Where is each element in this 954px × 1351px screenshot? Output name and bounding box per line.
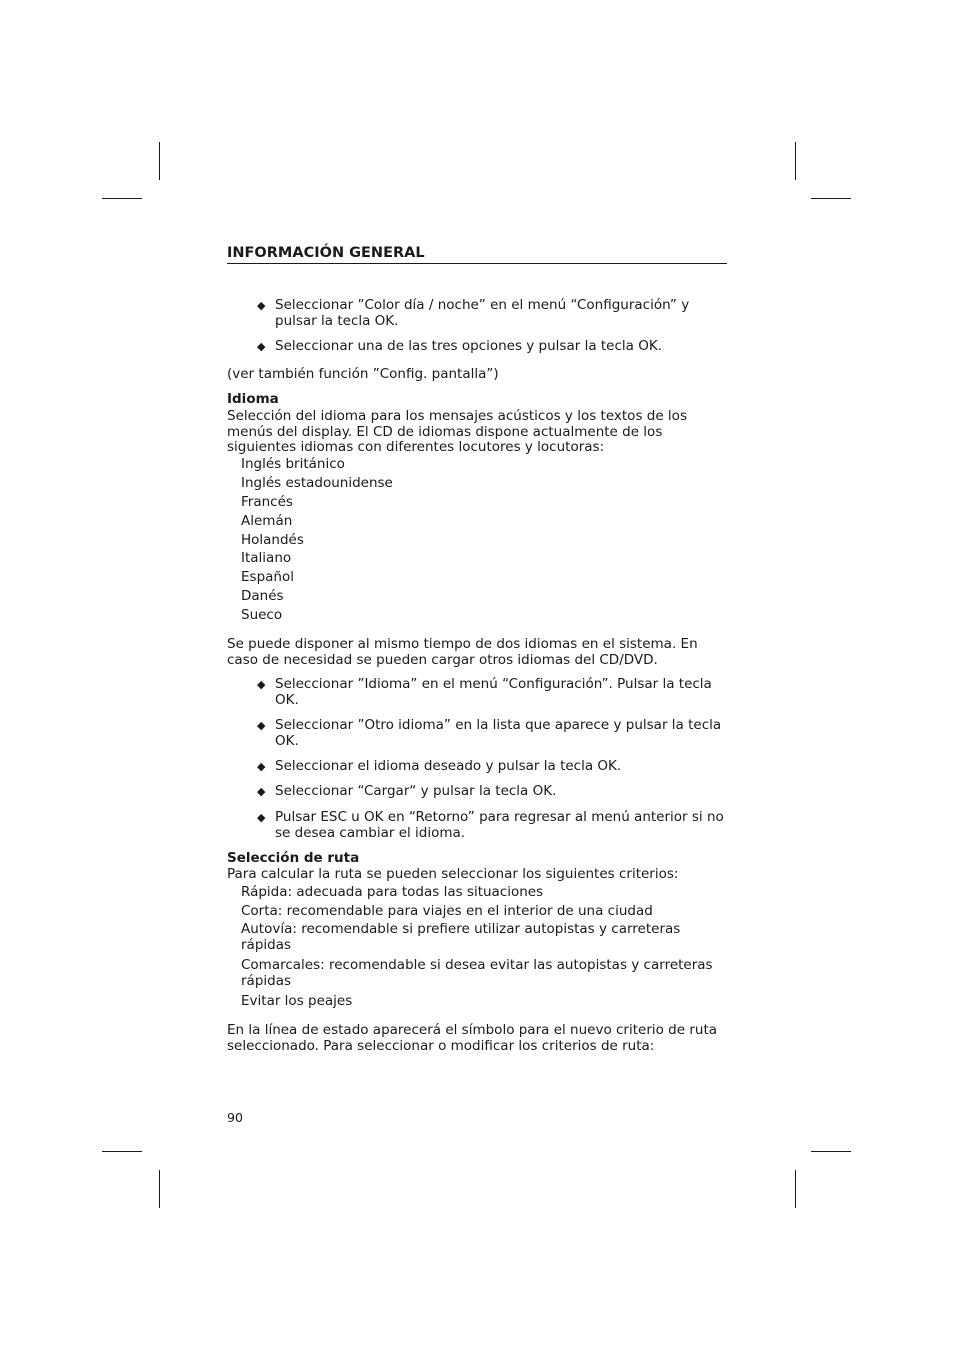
crop-mark-bottom-right-vertical [795, 1170, 796, 1208]
bullet-item: ◆ Seleccionar ”Color día / noche” en el menú “Configuración” y pulsar la tecla OK. [257, 297, 690, 329]
language-item: Alemán [241, 513, 293, 529]
diamond-bullet-icon: ◆ [257, 785, 266, 798]
language-item: Danés [241, 588, 284, 604]
ruta-paragraph: En la línea de estado aparecerá el símbolo para el nuevo criterio de ruta seleccionado. Para seleccionar o modificar los criterios de ruta: [227, 1022, 718, 1054]
diamond-bullet-icon: ◆ [257, 678, 266, 691]
diamond-bullet-icon: ◆ [257, 299, 266, 312]
diamond-bullet-icon: ◆ [257, 760, 266, 773]
bullet-item: ◆ Seleccionar una de las tres opciones y pulsar la tecla OK. [257, 338, 662, 354]
idioma-heading: Idioma [227, 391, 279, 407]
page-number: 90 [227, 1110, 243, 1125]
bullet-item: ◆ Seleccionar “Cargar“ y pulsar la tecla OK. [257, 783, 557, 799]
language-item: Francés [241, 494, 293, 510]
bullet-item: ◆ Pulsar ESC u OK en “Retorno” para regresar al menú anterior si no se desea cambiar el idioma. [257, 809, 724, 841]
language-item: Inglés estadounidense [241, 475, 393, 491]
language-item: Español [241, 569, 294, 585]
language-item: Inglés británico [241, 456, 345, 472]
crop-mark-top-right-vertical [795, 142, 796, 180]
crop-mark-top-right-horizontal [811, 198, 851, 199]
bullet-item: ◆ Seleccionar ”Idioma” en el menú “Configuración”. Pulsar la tecla OK. [257, 676, 712, 708]
language-item: Sueco [241, 607, 283, 623]
language-item: Italiano [241, 550, 292, 566]
language-item: Holandés [241, 532, 304, 548]
ruta-heading: Selección de ruta [227, 850, 360, 866]
section-header: INFORMACIÓN GENERAL [227, 244, 727, 264]
crop-mark-top-left-horizontal [102, 198, 142, 199]
bullet-item: ◆ Seleccionar el idioma deseado y pulsar la tecla OK. [257, 758, 622, 774]
route-criterion: Autovía: recomendable si prefiere utilizar autopistas y carreteras rápidas [241, 921, 681, 953]
crop-mark-bottom-right-horizontal [811, 1151, 851, 1152]
diamond-bullet-icon: ◆ [257, 340, 266, 353]
route-criterion: Comarcales: recomendable si desea evitar las autopistas y carreteras rápidas [241, 957, 713, 989]
diamond-bullet-icon: ◆ [257, 719, 266, 732]
crop-mark-bottom-left-vertical [159, 1170, 160, 1208]
route-criterion: Evitar los peajes [241, 993, 353, 1009]
idioma-paragraph: Se puede disponer al mismo tiempo de dos idiomas en el sistema. En caso de necesidad se pueden cargar otros idiomas del CD/DVD. [227, 636, 698, 668]
bullet-item: ◆ Seleccionar ”Otro idioma” en la lista que aparece y pulsar la tecla OK. [257, 717, 722, 749]
crop-mark-bottom-left-horizontal [102, 1151, 142, 1152]
diamond-bullet-icon: ◆ [257, 811, 266, 824]
route-criterion: Corta: recomendable para viajes en el interior de una ciudad [241, 903, 653, 919]
ruta-intro: Para calcular la ruta se pueden seleccionar los siguientes criterios: [227, 866, 679, 882]
idioma-intro: Selección del idioma para los mensajes acústicos y los textos de los menús del display. El CD de idiomas dispone actualmente de los siguientes idiomas con diferentes locutores y locutoras: [227, 408, 687, 455]
route-criterion: Rápida: adecuada para todas las situaciones [241, 884, 544, 900]
note-text: (ver también función ”Config. pantalla”) [227, 366, 499, 382]
crop-mark-top-left-vertical [159, 142, 160, 180]
